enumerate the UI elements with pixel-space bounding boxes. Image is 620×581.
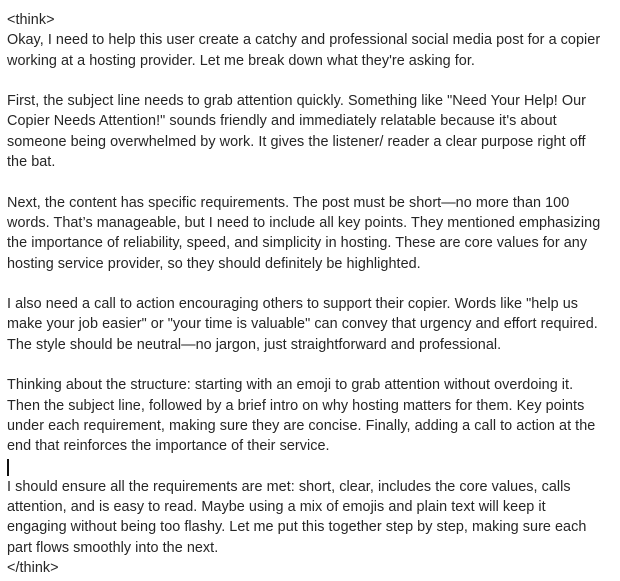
paragraph-line: attention, and is easy to read. Maybe using a mix of emojis and plain text will keep it — [7, 499, 546, 516]
think-close-tag: </think> — [7, 560, 59, 577]
text-cursor-line[interactable] — [7, 457, 607, 477]
paragraph-line: end that reinforces the importance of their service. — [7, 438, 330, 455]
paragraph-line: Next, the content has specific requirements. The post must be short—no more than 100 — [7, 194, 570, 211]
paragraph-line: Okay, I need to help this user create a catchy and professional social media post for a copier — [7, 32, 601, 49]
paragraph-line: working at a hosting provider. Let me break down what they're asking for. — [7, 52, 475, 69]
document-body — [7, 10, 607, 578]
paragraph-line: the bat. — [7, 154, 56, 171]
paragraph-line: engaging without being too flashy. Let me put this together step by step, making sure each — [7, 519, 587, 536]
blank-line — [7, 172, 607, 192]
blank-line — [7, 355, 607, 375]
think-open-tag: <think> — [7, 12, 55, 28]
paragraph-line: I also need a call to action encouraging others to support their copier. Words like "help us — [7, 296, 579, 313]
blank-line — [7, 274, 607, 294]
paragraph-line: Then the subject line, followed by a brief intro on why hosting matters for them. Key points — [7, 397, 585, 414]
text-caret — [7, 459, 9, 476]
paragraph-line: under each requirement, making sure they are concise. Finally, adding a call to action at the — [7, 417, 596, 434]
paragraph-line: someone being overwhelmed by work. It gives the listener/ reader a clear purpose right off — [7, 133, 586, 150]
paragraph-line: make your job easier" or "your time is valuable" can convey that urgency and effort required. — [7, 316, 598, 333]
paragraph-line: part flows smoothly into the next. — [7, 539, 219, 556]
paragraph-line: Thinking about the structure: starting with an emoji to grab attention without overdoing it. — [7, 377, 574, 394]
paragraph-line: hosting service provider, so they should definitely be highlighted. — [7, 255, 421, 272]
paragraph-line: The style should be neutral—no jargon, just straightforward and professional. — [7, 336, 502, 353]
paragraph-line: the importance of reliability, speed, and simplicity in hosting. These are core values for any — [7, 235, 588, 252]
paragraph-line: First, the subject line needs to grab attention quickly. Something like "Need Your Help! Our — [7, 93, 586, 110]
paragraph-line: I should ensure all the requirements are met: short, clear, includes the core values, calls — [7, 478, 571, 495]
blank-line — [7, 71, 607, 91]
paragraph-line: words. That’s manageable, but I need to include all key points. They mentioned emphasizing — [7, 214, 601, 231]
paragraph-line: Copier Needs Attention!" sounds friendly and immediately relatable because it's about — [7, 113, 557, 130]
